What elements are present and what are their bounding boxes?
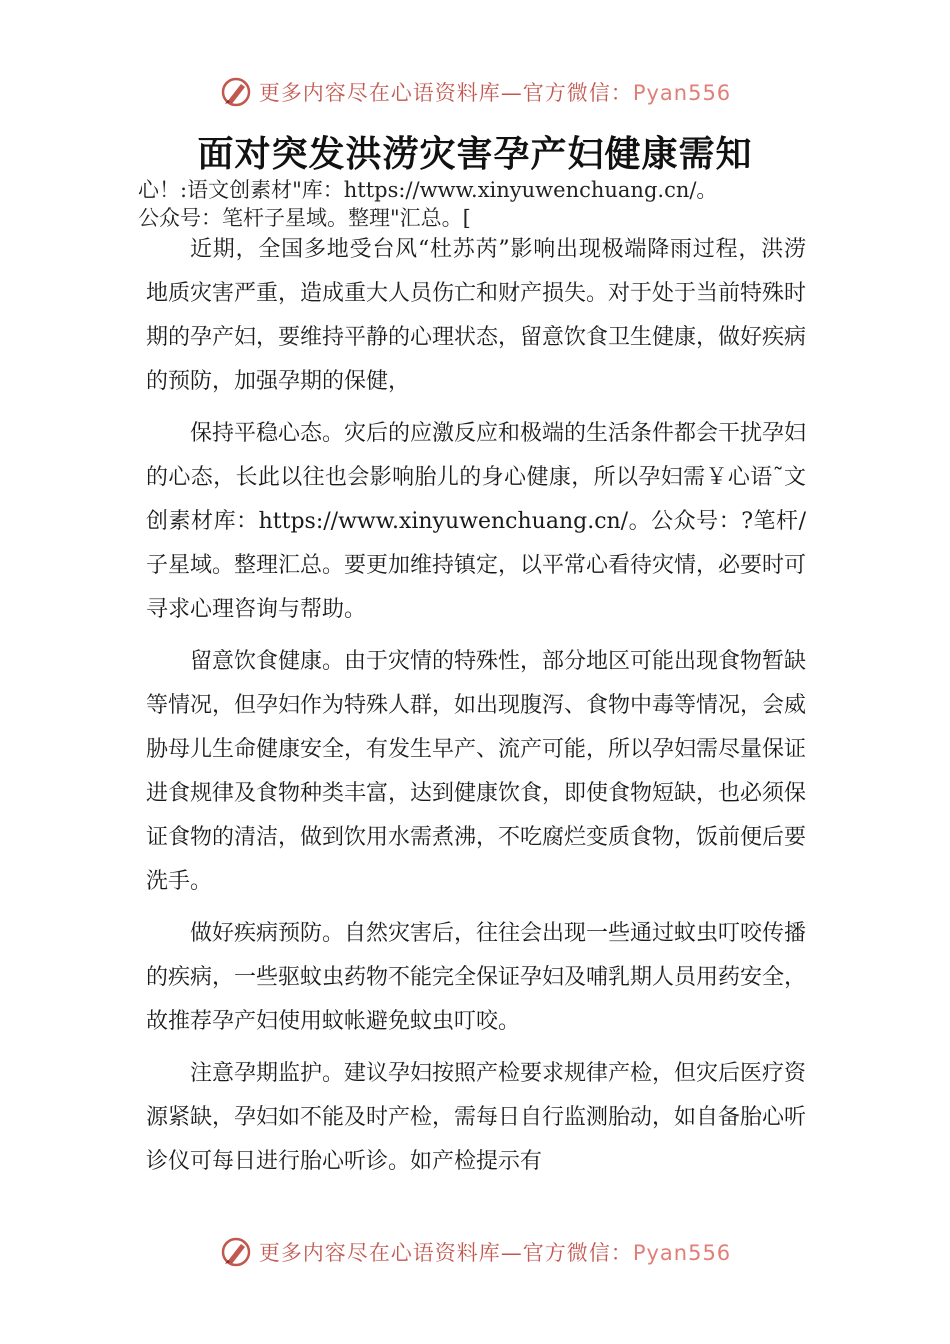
paragraph: 近期，全国多地受台风“杜苏芮”影响出现极端降雨过程，洪涝地质灾害严重，造成重大人员伤亡和财产损失。对于处于当前特殊时期的孕产妇，要维持平静的心理状态，留意饮食卫生健康，做好疾病的预防，加强孕期的保健， bbox=[146, 237, 807, 394]
pen-nib-logo-icon bbox=[219, 75, 253, 109]
banner-text: 更多内容尽在心语资料库—官方微信：Pyan556 bbox=[258, 81, 732, 105]
page-title: 面对突发洪涝灾害孕产妇健康需知 bbox=[197, 133, 753, 175]
source-line: 心！:语文创素材"库：https://www.xinyuwenchuang.cn/。 bbox=[138, 178, 718, 202]
account-line: 公众号：笔杆子星域。整理"汇总。[ bbox=[138, 206, 471, 230]
paragraph: 做好疾病预防。自然灾害后，往往会出现一些通过蚊虫叮咬传播的疾病，一些驱蚊虫药物不能完全保证孕妇及哺乳期人员用药安全，故推荐孕产妇使用蚊帐避免蚊虫叮咬。 bbox=[146, 921, 807, 1034]
wechat-handle: Pyan556 bbox=[632, 81, 732, 105]
paragraph: 注意孕期监护。建议孕妇按照产检要求规律产检，但灾后医疗资源紧缺，孕妇如不能及时产检，需每日自行监测胎动，如自备胎心听诊仪可每日进行胎心听诊。如产检提示有 bbox=[146, 1061, 807, 1174]
banner-text: 更多内容尽在心语资料库—官方微信：Pyan556 bbox=[258, 1241, 732, 1265]
paragraph: 留意饮食健康。由于灾情的特殊性，部分地区可能出现食物暂缺等情况，但孕妇作为特殊人群，如出现腹泻、食物中毒等情况，会威胁母儿生命健康安全，有发生早产、流产可能，所以孕妇需尽量保证进食规律及食物种类丰富，达到健康饮食，即使食物短缺，也必须保证食物的清洁，做到饮用水需煮沸，不吃腐烂变质食物，饭前便后要洗手。 bbox=[146, 649, 807, 894]
header-banner bbox=[0, 72, 950, 112]
pen-nib-logo-icon bbox=[219, 1235, 253, 1269]
footer-banner bbox=[0, 1232, 950, 1272]
wechat-handle: Pyan556 bbox=[632, 1241, 732, 1265]
paragraph: 保持平稳心态。灾后的应激反应和极端的生活条件都会干扰孕妇的心态，长此以往也会影响胎儿的身心健康，所以孕妇需￥心语˜文创素材库：https://www.xinyuwenchuang.cn/。公众号：?笔杆/子星域。整理汇总。要更加维持镇定，以平常心看待灾情，必要时可寻求心理咨询与帮助。 bbox=[146, 421, 807, 622]
article-body bbox=[146, 228, 806, 1192]
